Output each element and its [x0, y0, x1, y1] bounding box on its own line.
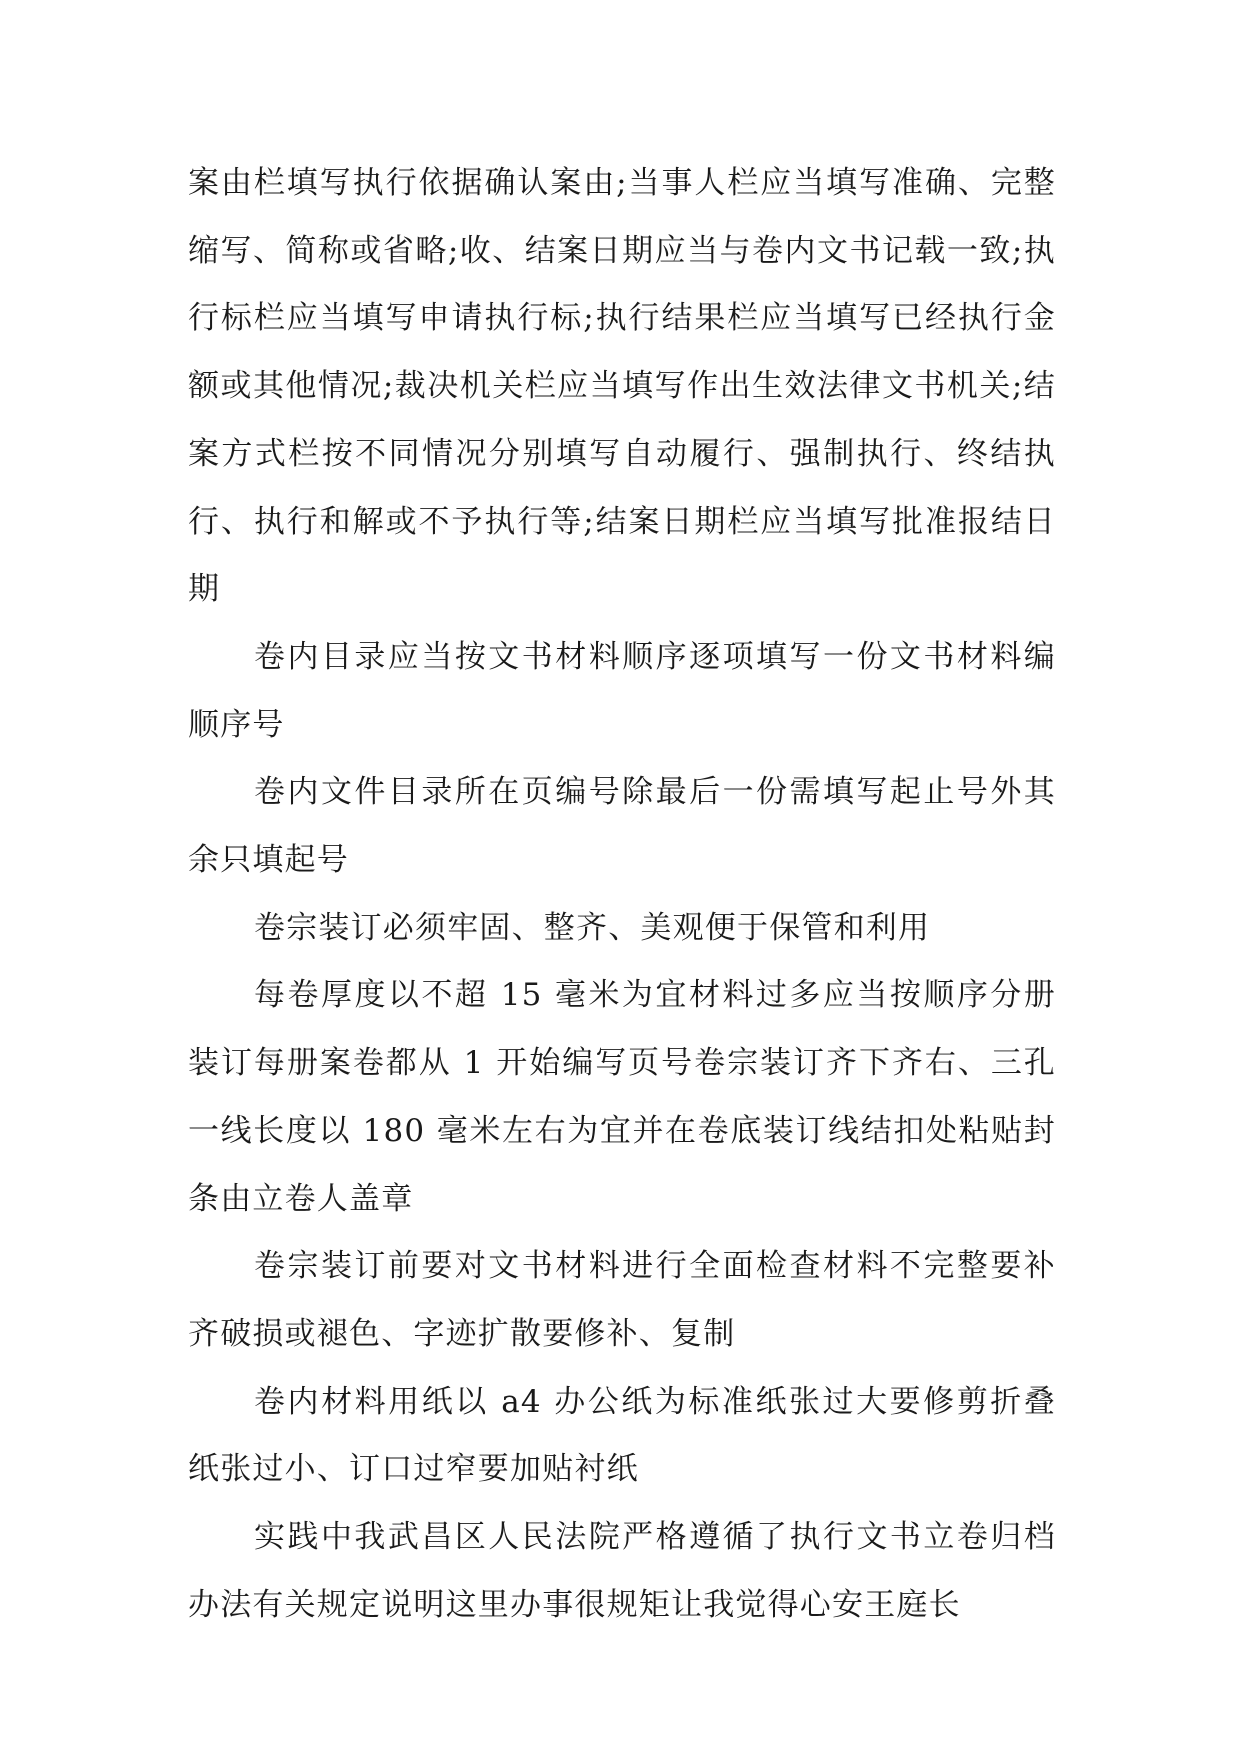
paragraph-paper-standard: 卷内材料用纸以 a4 办公纸为标准纸张过大要修剪折叠纸张过小、订口过窄要加贴衬纸	[188, 1383, 1056, 1488]
document-body	[188, 150, 1056, 1639]
paragraph-practice-note: 实践中我武昌区人民法院严格遵循了执行文书立卷归档办法有关规定说明这里办事很规矩让我觉得心安王庭长	[188, 1519, 1056, 1623]
paragraph-volume-thickness: 每卷厚度以不超 15 毫米为宜材料过多应当按顺序分册装订每册案卷都从 1 开始编写页号卷宗装订齐下齐右、三孔一线长度以 180 毫米左右为宜并在卷底装订线结扣处粘贴封条由立卷人盖章	[188, 977, 1056, 1217]
paragraph-case-info-columns: 案由栏填写执行依据确认案由;当事人栏应当填写准确、完整缩写、简称或省略;收、结案日期应当与卷内文书记载一致;执行标栏应当填写申请执行标;执行结果栏应当填写已经执行金额或其他情况;裁决机关栏应当填写作出生效法律文书机关;结案方式栏按不同情况分别填写自动履行、强制执行、终结执行、执行和解或不予执行等;结案日期栏应当填写批准报结日期	[188, 165, 1056, 608]
paragraph-volume-catalog: 卷内目录应当按文书材料顺序逐项填写一份文书材料编顺序号	[188, 638, 1056, 743]
paragraph-file-catalog-numbering: 卷内文件目录所在页编号除最后一份需填写起止号外其余只填起号	[188, 774, 1056, 879]
paragraph-binding-requirements: 卷宗装订必须牢固、整齐、美观便于保管和利用	[254, 909, 931, 946]
paragraph-pre-binding-check: 卷宗装订前要对文书材料进行全面检查材料不完整要补齐破损或褪色、字迹扩散要修补、复制	[188, 1248, 1056, 1352]
